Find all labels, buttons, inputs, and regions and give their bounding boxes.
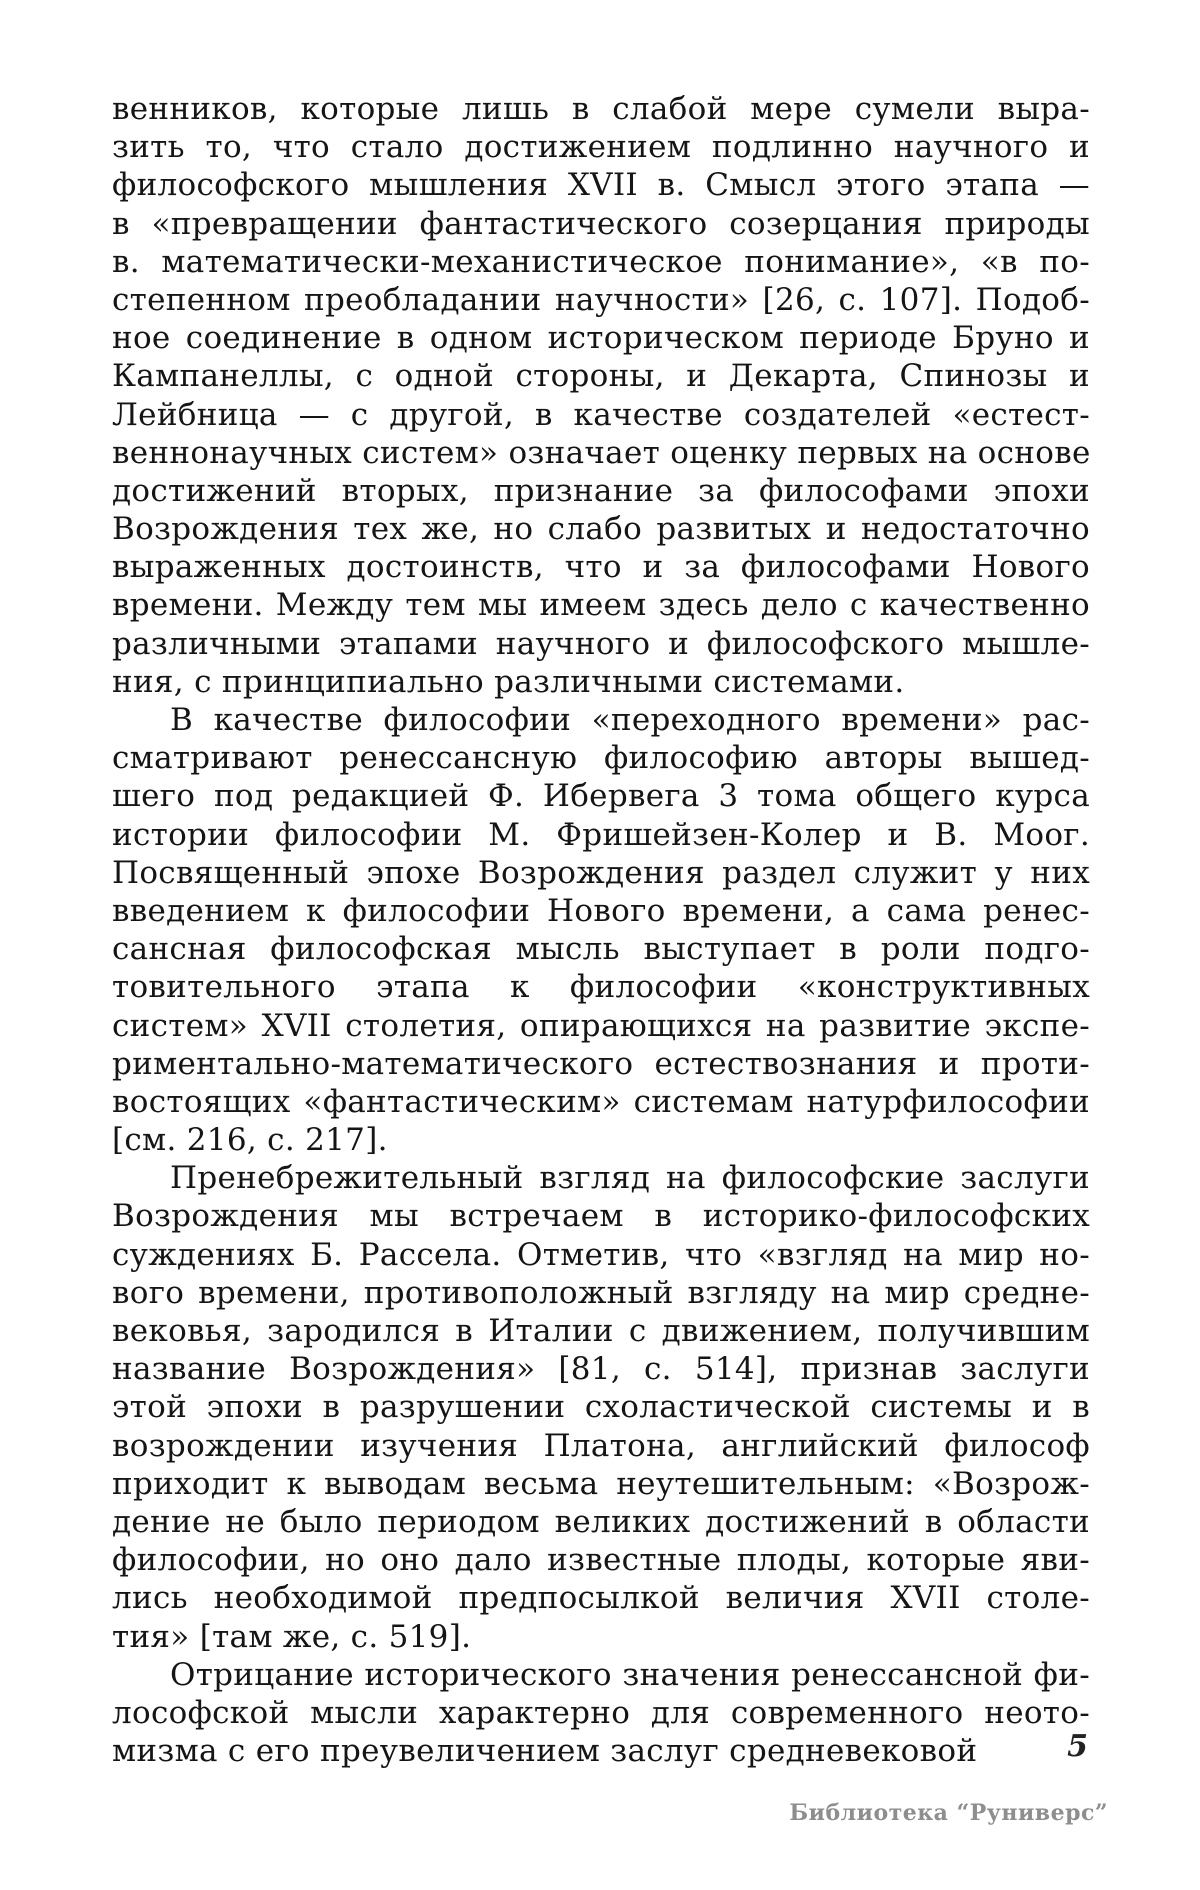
text-line: времени. Между тем мы имеем здесь дело с качественно bbox=[112, 587, 1090, 624]
text-line: ное соединение в одном историческом периоде Бруно и bbox=[112, 320, 1090, 357]
text-line: различными этапами научного и философского мышле- bbox=[112, 625, 1090, 662]
paragraph bbox=[112, 1656, 1090, 1771]
text-line: товительного этапа к философии «конструктивных bbox=[112, 969, 1090, 1006]
text-line: венников, которые лишь в слабой мере сумели выра- bbox=[112, 91, 1090, 127]
text-line: Возрождения мы встречаем в историко-философских bbox=[112, 1198, 1090, 1235]
page-text bbox=[112, 90, 1090, 1770]
library-watermark: Библиотека “Руниверс” bbox=[789, 1800, 1108, 1826]
text-line: возрождении изучения Платона, английский философ bbox=[112, 1427, 1090, 1464]
text-line: веннонаучных систем» означает оценку первых на основе bbox=[112, 434, 1091, 471]
text-line: этой эпохи в разрушении схоластической системы и в bbox=[112, 1389, 1090, 1426]
text-line: Посвященный эпохе Возрождения раздел служит у них bbox=[112, 854, 1090, 891]
text-line: тия» [там же, с. 519]. bbox=[112, 1618, 472, 1655]
text-line: лись необходимой предпосылкой величия XVII столе- bbox=[112, 1580, 1090, 1617]
text-line: систем» XVII столетия, опирающихся на развитие экспе- bbox=[112, 1007, 1090, 1044]
text-line: сматривают ренессансную философию авторы вышед- bbox=[112, 740, 1090, 777]
text-line: зить то, что стало достижением подлинно научного и bbox=[112, 129, 1090, 166]
text-line: в «превращении фантастического созерцания природы bbox=[112, 205, 1090, 242]
text-line: название Возрождения» [81, с. 514], признав заслуги bbox=[112, 1351, 1090, 1388]
text-line: вековья, зародился в Италии с движением, получившим bbox=[112, 1313, 1090, 1349]
text-line: вого времени, противоположный взгляду на мир средне- bbox=[112, 1274, 1090, 1311]
text-line: введением к философии Нового времени, а сама ренес- bbox=[112, 892, 1090, 929]
text-line: лософской мысли характерно для современного неото- bbox=[112, 1694, 1090, 1731]
paragraph bbox=[112, 701, 1090, 1159]
text-line: В качестве философии «переходного времени» рас- bbox=[170, 702, 1090, 738]
text-line: Отрицание исторического значения ренессансной фи- bbox=[170, 1656, 1090, 1693]
text-line: риментально-математического естествознания и проти- bbox=[112, 1045, 1090, 1082]
text-line: степенном преобладании научности» [26, с. 107]. Подоб- bbox=[112, 281, 1090, 318]
text-line: в. математически-механистическое понимание», «в по- bbox=[112, 243, 1090, 280]
text-line: [см. 216, с. 217]. bbox=[112, 1122, 388, 1159]
paragraph bbox=[112, 1159, 1090, 1655]
text-line: приходит к выводам весьма неутешительным: «Возрож- bbox=[112, 1465, 1090, 1502]
text-line: философского мышления XVII в. Смысл этого этапа — bbox=[112, 167, 1090, 204]
text-line: выраженных достоинств, что и за философами Нового bbox=[112, 549, 1090, 586]
paragraph bbox=[112, 90, 1090, 701]
text-line: истории философии М. Фришейзен-Колер и В. Моог. bbox=[112, 816, 1090, 853]
page-number: 5 bbox=[1067, 1729, 1088, 1764]
text-line: дение не было периодом великих достижений в области bbox=[112, 1503, 1090, 1540]
text-line: достижений вторых, признание за философами эпохи bbox=[112, 472, 1090, 509]
text-line: шего под редакцией Ф. Ибервега 3 тома общего курса bbox=[112, 778, 1090, 815]
text-line: Кампанеллы, с одной стороны, и Декарта, Спинозы и bbox=[112, 358, 1090, 395]
text-line: сансная философская мысль выступает в роли подго- bbox=[112, 931, 1090, 968]
text-line: мизма с его преувеличением заслуг средневековой bbox=[112, 1733, 978, 1770]
text-line: философии, но оно дало известные плоды, которые яви- bbox=[112, 1542, 1090, 1579]
text-line: ния, с принципиально различными системами. bbox=[112, 663, 905, 700]
text-line: суждениях Б. Рассела. Отметив, что «взгляд на мир но- bbox=[112, 1236, 1090, 1273]
text-line: востоящих «фантастическим» системам натурфилософии bbox=[112, 1083, 1090, 1120]
text-line: Возрождения тех же, но слабо развитых и недостаточно bbox=[112, 511, 1090, 548]
text-line: Лейбница — с другой, в качестве создателей «естест- bbox=[112, 396, 1090, 433]
text-line: Пренебрежительный взгляд на философские заслуги bbox=[170, 1160, 1090, 1197]
